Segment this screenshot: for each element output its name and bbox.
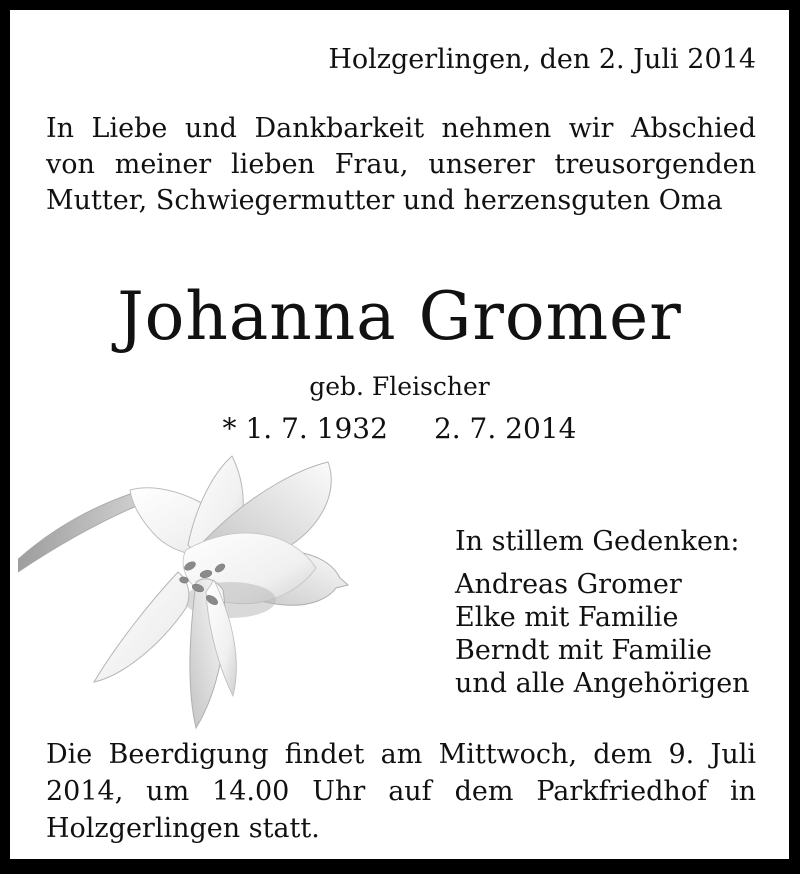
mourner-4: und alle Angehörigen	[455, 668, 750, 699]
memorial-block	[455, 525, 750, 700]
intro-paragraph	[46, 111, 756, 219]
funeral-line-1: Die Beerdigung findet am Mittwoch, dem 9. Juli	[46, 739, 756, 770]
intro-line-1: In Liebe und Dankbarkeit nehmen wir Abschied	[46, 113, 756, 144]
funeral-line-3: Holzgerlingen statt.	[46, 813, 320, 844]
funeral-line-2: 2014, um 14.00 Uhr auf dem Parkfriedhof in	[46, 776, 756, 807]
birth-date: * 1. 7. 1932	[222, 412, 388, 445]
lily-flower-icon	[18, 450, 358, 742]
mourner-3: Berndt mit Familie	[455, 635, 712, 666]
life-dates	[10, 412, 789, 445]
mourner-2: Elke mit Familie	[455, 602, 679, 633]
dateline: Holzgerlingen, den 2. Juli 2014	[328, 44, 756, 75]
memorial-heading: In stillem Gedenken:	[455, 526, 740, 557]
funeral-paragraph	[46, 736, 756, 847]
mourner-1: Andreas Gromer	[455, 569, 682, 600]
intro-line-3: Mutter, Schwiegermutter und herzensguten Oma	[46, 185, 723, 216]
maiden-name: geb. Fleischer	[309, 372, 490, 401]
intro-line-2: von meiner lieben Frau, unserer treusorgenden	[46, 149, 756, 180]
deceased-name: Johanna Gromer	[117, 278, 682, 355]
death-date: 2. 7. 2014	[433, 412, 577, 445]
